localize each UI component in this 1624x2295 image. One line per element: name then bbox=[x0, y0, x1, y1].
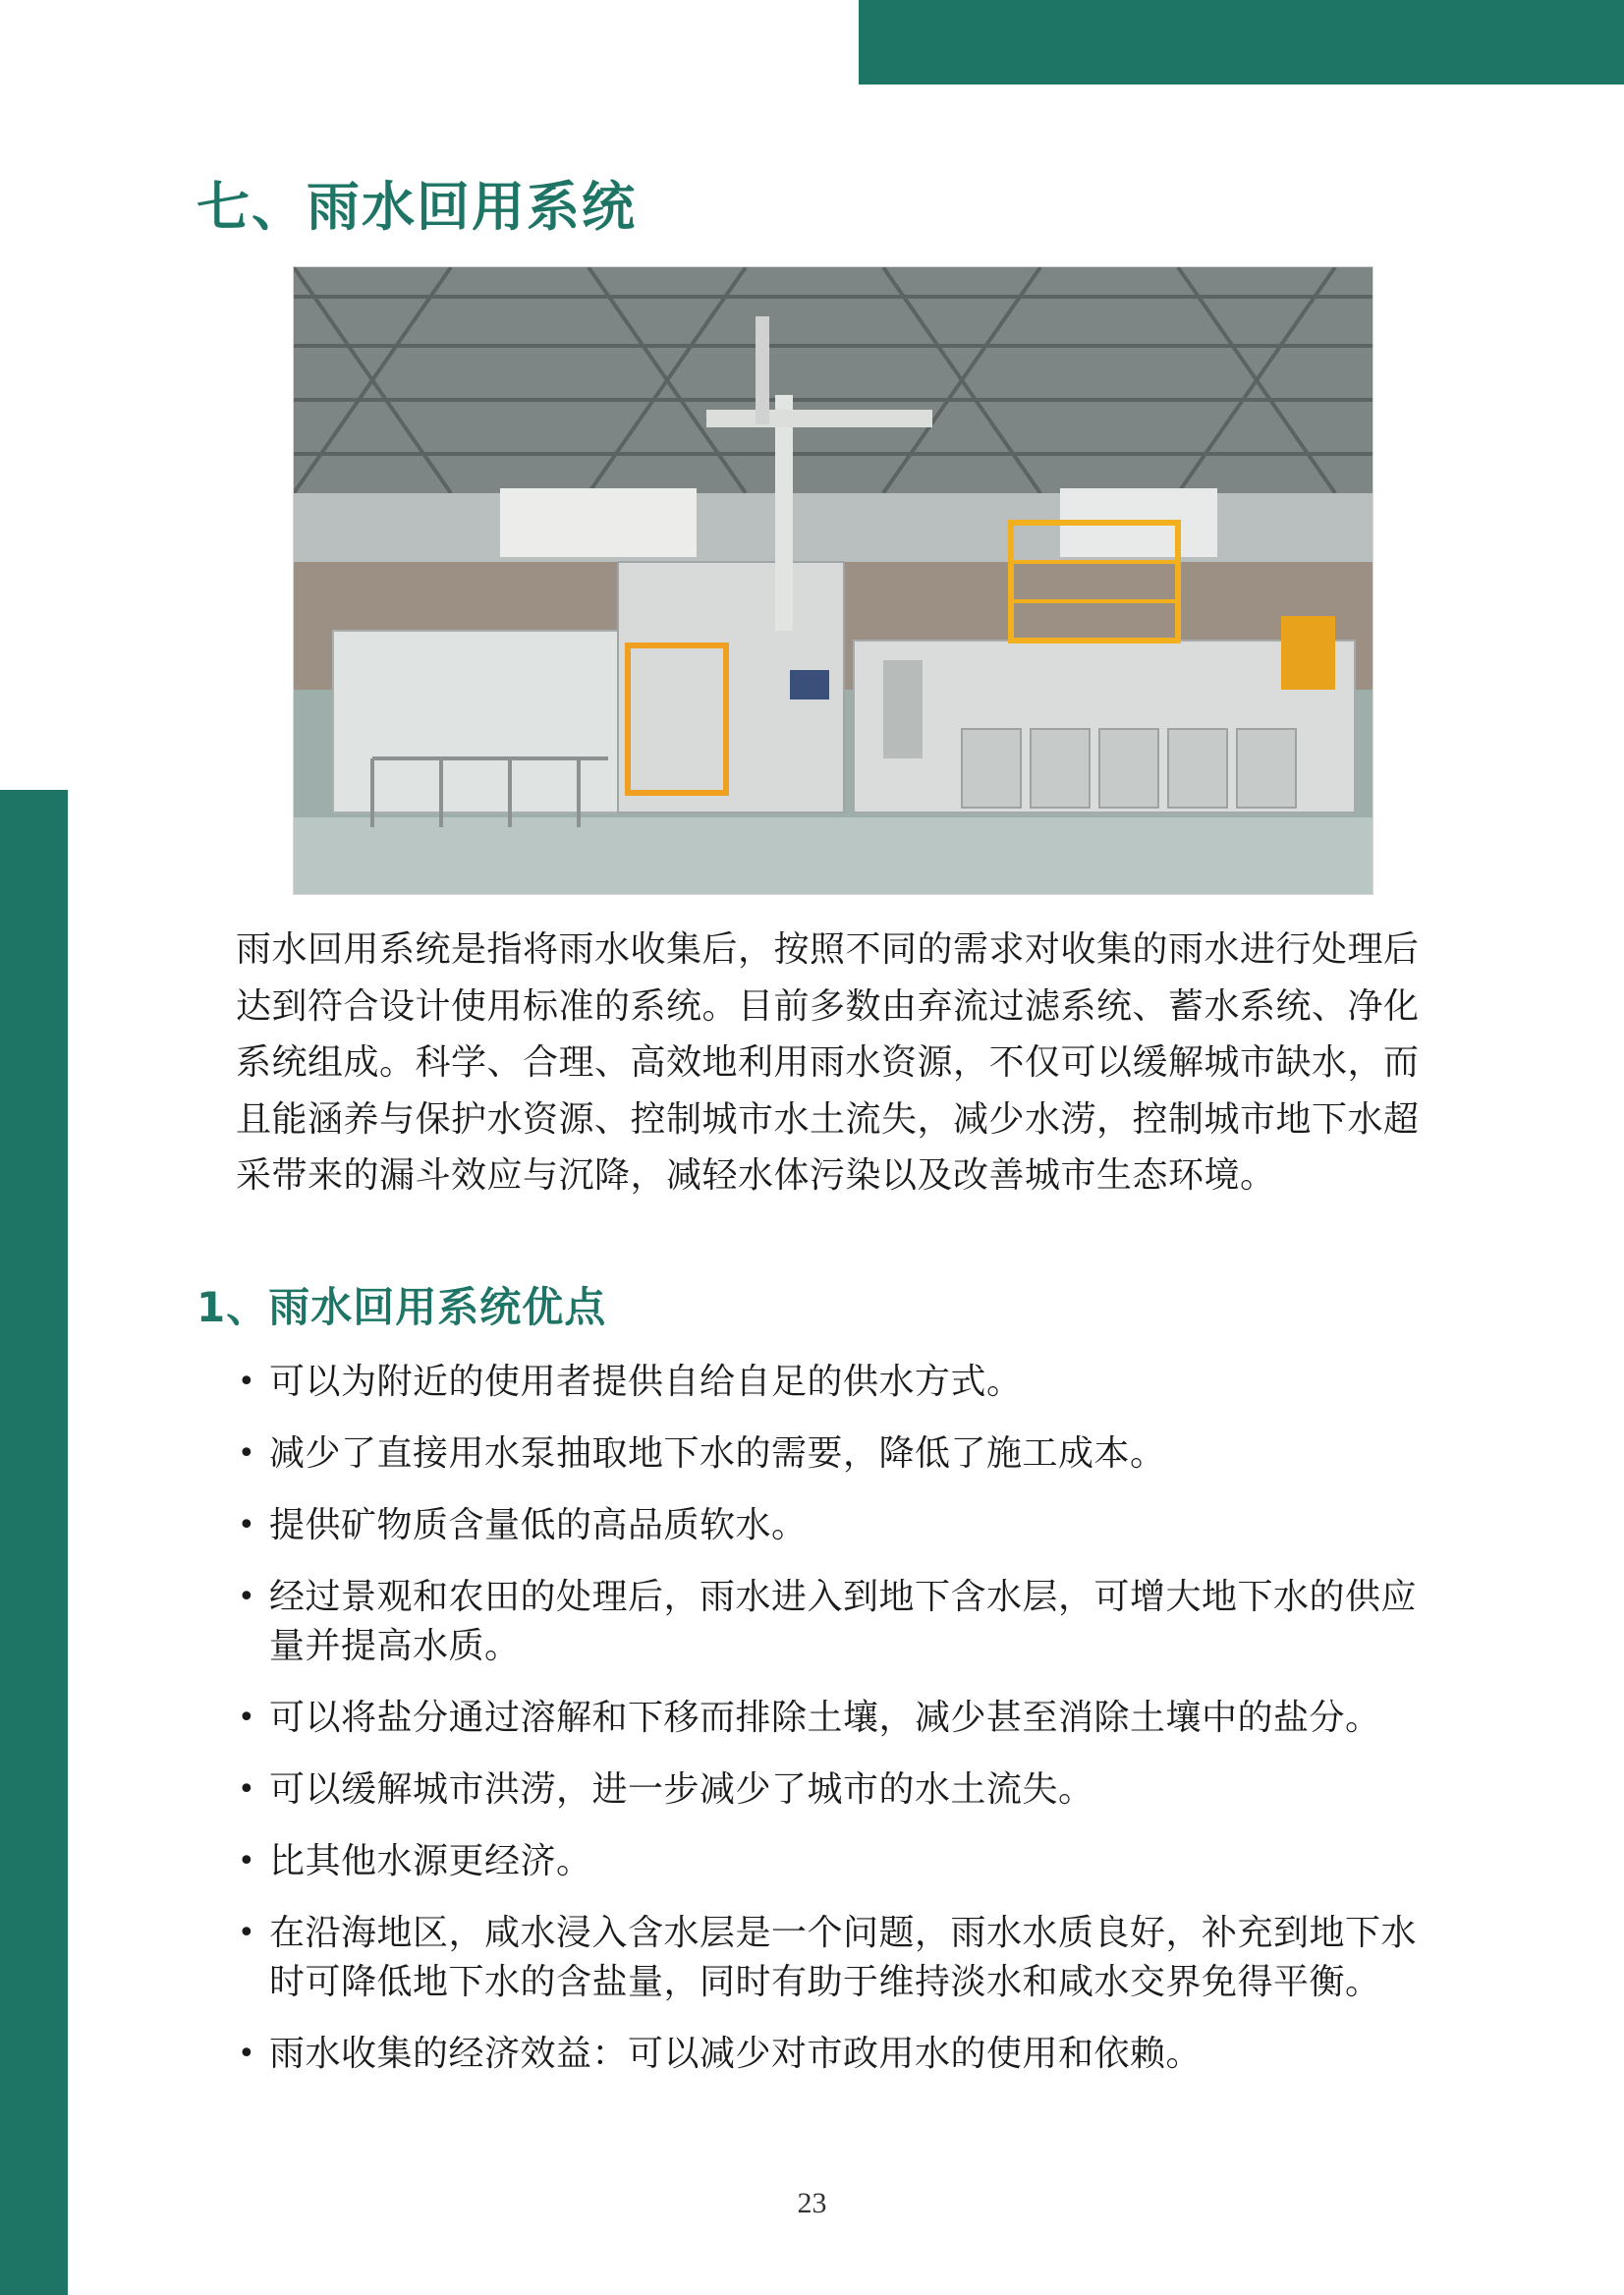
bullet-icon: • bbox=[238, 1916, 256, 1950]
side-accent-bar bbox=[0, 790, 68, 2295]
list-item bbox=[234, 2030, 1432, 2079]
header-accent-bar bbox=[859, 0, 1624, 84]
advantages-list bbox=[234, 1358, 1432, 2101]
list-item bbox=[234, 1501, 1432, 1550]
page-number: 23 bbox=[797, 2187, 827, 2219]
bullet-icon: • bbox=[238, 1508, 256, 1542]
bullet-icon: • bbox=[238, 1436, 256, 1471]
bullet-icon: • bbox=[238, 2037, 256, 2071]
list-item bbox=[234, 1573, 1432, 1671]
section-title: 七、雨水回用系统 bbox=[196, 176, 637, 238]
advantages-title: 1、雨水回用系统优点 bbox=[196, 1283, 607, 1331]
list-item bbox=[234, 1765, 1432, 1815]
bullet-icon: • bbox=[238, 1365, 256, 1399]
list-item-text: 可以为附近的使用者提供自给自足的供水方式。 bbox=[269, 1362, 1023, 1402]
list-item bbox=[234, 1694, 1432, 1743]
list-item-text: 经过景观和农田的处理后，雨水进入到地下含水层，可增大地下水的供应量并提高水质。 bbox=[269, 1577, 1418, 1666]
bullet-icon: • bbox=[238, 1772, 256, 1807]
bullet-icon: • bbox=[238, 1580, 256, 1614]
list-item-text: 可以将盐分通过溶解和下移而排除土壤，减少甚至消除土壤中的盐分。 bbox=[269, 1698, 1381, 1738]
bullet-icon: • bbox=[238, 1844, 256, 1878]
list-item bbox=[234, 1837, 1432, 1886]
bullet-icon: • bbox=[238, 1701, 256, 1735]
list-item bbox=[234, 1429, 1432, 1479]
machine-photo bbox=[293, 266, 1373, 895]
list-item bbox=[234, 1909, 1432, 2007]
list-item-text: 比其他水源更经济。 bbox=[269, 1841, 592, 1881]
intro-paragraph: 雨水回用系统是指将雨水收集后，按照不同的需求对收集的雨水进行处理后达到符合设计使用标准的系统。目前多数由弃流过滤系统、蓄水系统、净化系统组成。科学、合理、高效地利用雨水资源，不仅可以缓解城市缺水，而且能涵养与保护水资源、控制城市水土流失，减少水涝，控制城市地下水超采带来的漏斗效应与沉降，减轻水体污染以及改善城市生态环境。 bbox=[236, 929, 1420, 1196]
list-item-text: 提供矿物质含量低的高品质软水。 bbox=[269, 1505, 808, 1545]
list-item-text: 雨水收集的经济效益：可以减少对市政用水的使用和依赖。 bbox=[269, 2034, 1203, 2074]
list-item-text: 减少了直接用水泵抽取地下水的需要，降低了施工成本。 bbox=[269, 1433, 1166, 1474]
list-item-text: 可以缓解城市洪涝，进一步减少了城市的水土流失。 bbox=[269, 1769, 1094, 1810]
list-item-text: 在沿海地区，咸水浸入含水层是一个问题，雨水水质良好，补充到地下水时可降低地下水的含盐量，同时有助于维持淡水和咸水交界免得平衡。 bbox=[269, 1913, 1418, 2002]
list-item bbox=[234, 1358, 1432, 1407]
